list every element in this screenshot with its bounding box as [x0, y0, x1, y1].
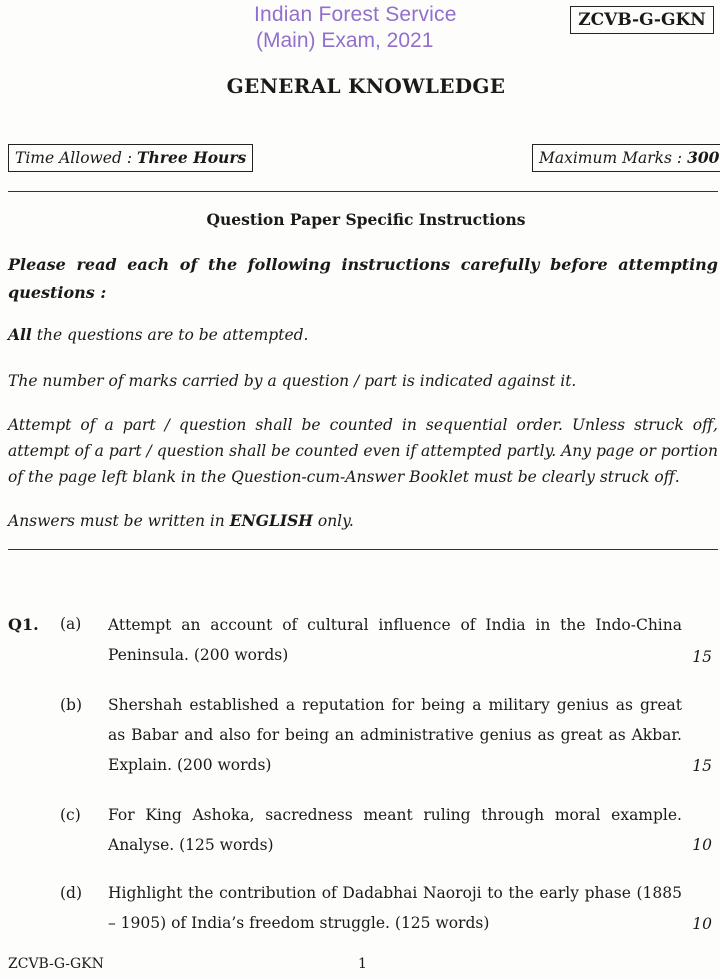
instruction-all-rest: the questions are to be attempted.	[31, 326, 309, 344]
part-marks-b: 15	[692, 757, 712, 775]
part-text-d: Highlight the contribution of Dadabhai Naoroji to the early phase (1885 – 1905) of India’s freedom struggle. (125 words)	[108, 884, 682, 932]
part-label-d: (d)	[60, 884, 83, 902]
max-marks-label: Maximum Marks :	[539, 149, 688, 167]
instruction-language-prefix: Answers must be written in	[8, 512, 230, 530]
time-allowed-value: Three Hours	[136, 148, 247, 167]
instruction-sequential: Attempt of a part / question shall be counted in sequential order. Unless struck off, attempt of a part / question shall be counted even if attempted partly. Any page or portion of the page left blank in the Question-cum-Answer Booklet must be clearly struck off.	[8, 416, 718, 486]
footer-paper-code: ZCVB-G-GKN	[8, 956, 104, 972]
stamp-line-1: Indian Forest Service	[254, 3, 457, 26]
page-number: 1	[358, 956, 367, 972]
stamp-line-2: (Main) Exam, 2021	[256, 29, 434, 52]
max-marks-box	[532, 144, 720, 172]
instruction-language-suffix: only.	[312, 512, 354, 530]
part-text-c: For King Ashoka, sacredness meant ruling through moral example. Analyse. (125 words)	[108, 806, 682, 854]
time-allowed-label: Time Allowed :	[15, 149, 137, 167]
part-marks-a: 15	[692, 648, 712, 666]
instructions-intro: Please read each of the following instructions carefully before attempting questions :	[8, 255, 718, 302]
instructions-heading: Question Paper Specific Instructions	[206, 210, 526, 229]
paper-title: GENERAL KNOWLEDGE	[226, 74, 506, 98]
instruction-all-questions	[8, 322, 718, 348]
part-label-c: (c)	[60, 806, 81, 824]
exam-stamp	[254, 2, 474, 54]
max-marks-value: 300	[687, 148, 720, 167]
part-marks-c: 10	[692, 836, 712, 854]
divider-top	[8, 191, 718, 192]
instruction-all-word: All	[8, 325, 32, 344]
time-allowed-box	[8, 144, 253, 172]
part-text-a: Attempt an account of cultural influence of India in the Indo-China Peninsula. (200 words)	[108, 616, 682, 664]
divider-bottom	[8, 549, 718, 550]
part-label-a: (a)	[60, 615, 82, 633]
part-label-b: (b)	[60, 696, 83, 714]
question-number: Q1.	[8, 615, 39, 634]
instruction-language	[8, 508, 718, 534]
part-marks-d: 10	[692, 915, 712, 933]
instruction-language-word: ENGLISH	[229, 511, 313, 530]
part-text-b: Shershah established a reputation for being a military genius as great as Babar and also for being an administrative genius as great as Akbar. Explain. (200 words)	[108, 696, 682, 774]
paper-code: ZCVB-G-GKN	[570, 6, 714, 34]
instruction-marks: The number of marks carried by a question / part is indicated against it.	[8, 372, 577, 390]
